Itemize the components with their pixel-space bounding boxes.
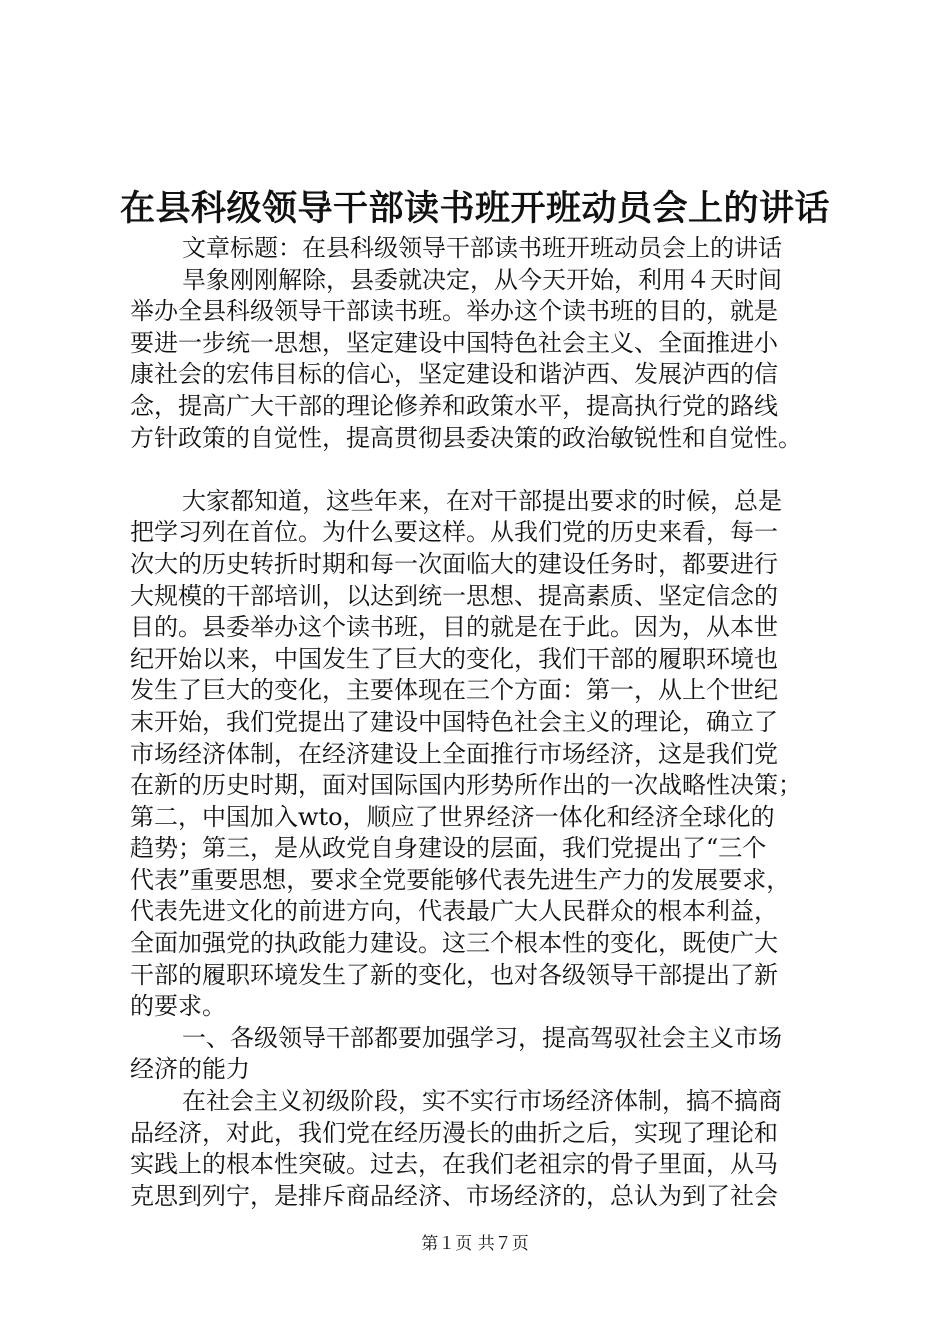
- text-line: 克思到列宁，是排斥商品经济、市场经济的，总认为到了社会: [130, 1181, 778, 1210]
- text-line: 的要求。: [130, 992, 226, 1021]
- text-line: 把学习列在首位。为什么要这样。从我们党的历史来看，每一: [130, 518, 778, 547]
- document-title: 在县科级领导干部读书班开班动员会上的讲话: [119, 188, 830, 229]
- text-line: 方针政策的自觉性，提高贯彻县委决策的政治敏锐性和自觉性。: [130, 423, 802, 452]
- text-line: 实践上的根本性突破。过去，在我们老祖宗的骨子里面，从马: [130, 1150, 778, 1179]
- text-line: 大家都知道，这些年来，在对干部提出要求的时候，总是: [182, 486, 782, 515]
- text-line: 发生了巨大的变化，主要体现在三个方面：第一，从上个世纪: [130, 676, 778, 705]
- text-line: 目的。县委举办这个读书班，目的就是在于此。因为，从本世: [130, 613, 778, 642]
- text-line: 经济的能力: [130, 1055, 250, 1084]
- text-line: 举办全县科级领导干部读书班。举办这个读书班的目的，就是: [130, 297, 778, 326]
- text-line: 末开始，我们党提出了建设中国特色社会主义的理论，确立了: [130, 707, 778, 736]
- document-body: [130, 233, 845, 1212]
- text-line: 念，提高广大干部的理论修养和政策水平，提高执行党的路线: [130, 391, 778, 420]
- text-line: 大规模的干部培训，以达到统一思想、提高素质、坚定信念的: [130, 581, 778, 610]
- text-line: 干部的履职环境发生了新的变化，也对各级领导干部提出了新: [130, 960, 778, 989]
- text-line: 品经济，对此，我们党在经历漫长的曲折之后，实现了理论和: [130, 1118, 778, 1147]
- text-line: 在新的历史时期，面对国际国内形势所作出的一次战略性决策；: [130, 771, 802, 800]
- text-line: 次大的历史转折时期和每一次面临大的建设任务时，都要进行: [130, 549, 778, 578]
- text-line: 在社会主义初级阶段，实不实行市场经济体制，搞不搞商: [182, 1087, 782, 1116]
- text-line: 全面加强党的执政能力建设。这三个根本性的变化，既使广大: [130, 929, 778, 958]
- text-line: 代表先进文化的前进方向，代表最广大人民群众的根本利益，: [130, 897, 778, 926]
- paragraph-gap: [130, 454, 845, 486]
- text-line: 一、各级领导干部都要加强学习，提高驾驭社会主义市场: [182, 1023, 782, 1052]
- page-footer: 第１页 共７页: [421, 1234, 529, 1254]
- text-line: 纪开始以来，中国发生了巨大的变化，我们干部的履职环境也: [130, 644, 778, 673]
- text-line: 市场经济体制，在经济建设上全面推行市场经济，这是我们党: [130, 739, 778, 768]
- text-line: 康社会的宏伟目标的信心，坚定建设和谐泸西、发展泸西的信: [130, 360, 778, 389]
- text-line: 要进一步统一思想，坚定建设中国特色社会主义、全面推进小: [130, 328, 778, 357]
- text-line: 趋势；第三，是从政党自身建设的层面，我们党提出了“三个: [130, 834, 767, 863]
- text-line: 第二，中国加入wto，顺应了世界经济一体化和经济全球化的: [130, 802, 775, 831]
- text-line: 文章标题：在县科级领导干部读书班开班动员会上的讲话: [182, 234, 782, 262]
- text-line: 旱象刚刚解除，县委就决定，从今天开始，利用４天时间: [182, 265, 782, 294]
- text-line: 代表”重要思想，要求全党要能够代表先进生产力的发展要求，: [130, 865, 791, 894]
